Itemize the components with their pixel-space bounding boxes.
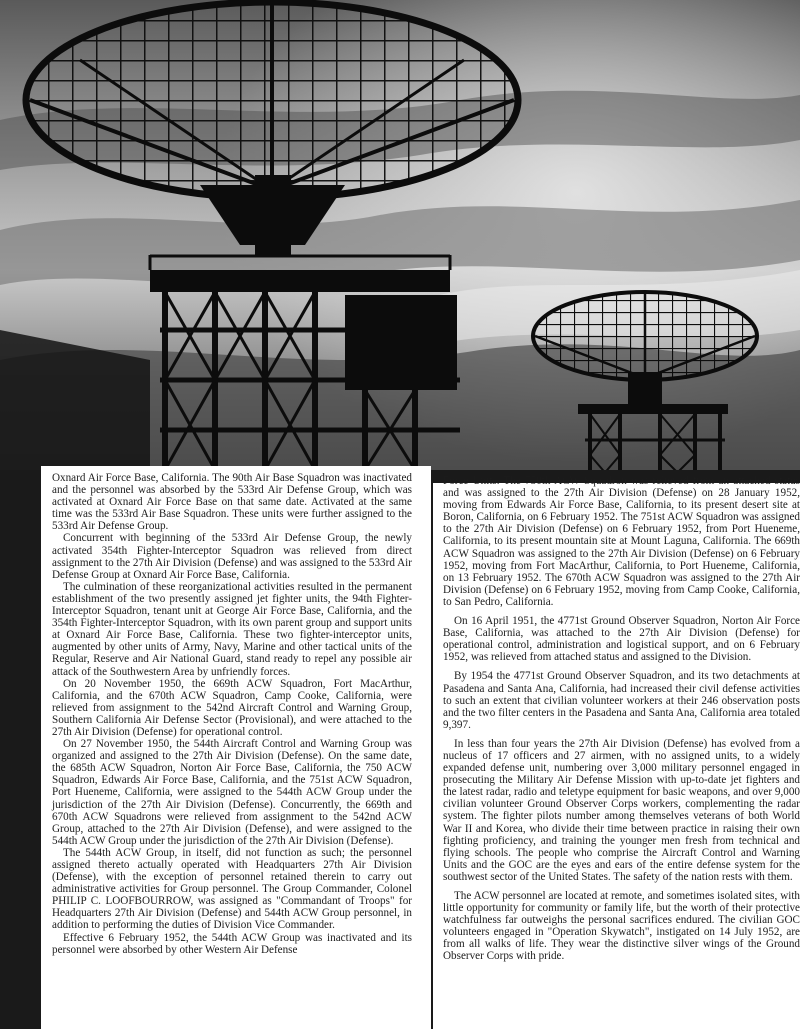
- paragraph: The culmination of these reorganizational activities resulted in the permanent establishment of the two presently assigned jet fighter units, the 94th Fighter-Interceptor Squadron, tenant unit at George Air Force Base, California, and the 354th Fighter-Interceptor Squadron, with its own parent group and support units at Oxnard Air Force Base, California. These two fighter-interceptor units, augmented by other units of Army, Navy, Marine and other tactical units of the Regular, Reserve and Air National Guard, stand ready to repel any possible air attack of the Southwestern Area by unfriendly forces.: [52, 580, 412, 678]
- left-text-column: [52, 472, 412, 956]
- paragraph: On 16 April 1951, the 4771st Ground Observer Squadron, Norton Air Force Base, California, was attached to the 27th Air Division (Defense) for operational control, administration and logistical support, and on 6 February 1952, was relieved from attached status and assigned to the Division.: [443, 615, 800, 664]
- paragraph: On 27 November 1950, the 544th Aircraft Control and Warning Group was organized and assigned to the 27th Air Division (Defense). On the same date, the 685th ACW Squadron, Norton Air Force Base, California, the 750 ACW Squadron, Edwards Air Force Base, California, and the 751st ACW Squadron, Port Hueneme, California, were assigned to the 544th ACW Group under the jurisdiction of the 27th Air Division (Defense). Concurrently, the 669th and 670th ACW Squadrons were relieved from assignment to the 542nd ACW Group, attached to the 27th Air Division (Defense), and were assigned to the 544th ACW Group under the jurisdiction of the 27th Air Division (Defense).: [52, 738, 412, 847]
- paragraph: The 544th ACW Group, in itself, did not function as such; the personnel assigned thereto actually operated with Headquarters 27th Air Division (Defense), with the exception of personnel retained therein to carry out administrative activities for Group personnel. The Group Commander, Colonel PHILIP C. LOOFBOURROW, was assigned as "Commandant of Troops" for Headquarters 27th Air Division (Defense) and 544th ACW Group personnel, in addition to performing the duties of Division Vice Commander.: [52, 846, 412, 932]
- right-text-column: [443, 475, 800, 963]
- paragraph: Force Units. The 750th ACW Squadron was relieved from an attached status and was assigned to the 27th Air Division (Defense) on 28 January 1952, moving from Edwards Air Force Base, California, to its present desert site at Boron, California, on 6 February 1952. The 751st ACW Squadron was assigned to the 27th Air Division (Defense) on 6 February 1952, from Port Hueneme, California, to its present mountain site at Mount Laguna, California. The 669th ACW Squadron was assigned to the 27th Air Division (Defense) on 6 February 1952, moving from Fort MacArthur, California, to Port Hueneme, California, on 13 February 1952. The 670th ACW Squadron was assigned to the 27th Air Division (Defense) on 6 February 1952, moving from Camp Cooke, California, to San Pedro, California.: [443, 475, 800, 608]
- paragraph: By 1954 the 4771st Ground Observer Squadron, and its two detachments at Pasadena and Santa Ana, California, had increased their civil defense activities to such an extent that civilian volunteer workers at their 246 observation posts and the two filter centers in the Pasadena and Santa Ana, California area totaled 9,397.: [443, 670, 800, 731]
- paragraph: Concurrent with beginning of the 533rd Air Defense Group, the newly activated 354th Fighter-Interceptor Squadron was relieved from direct assignment to the 27th Air Division (Defense) and was assigned to the 533rd Air Defense Group at Oxnard Air Force Base, California.: [52, 532, 412, 581]
- paragraph: Oxnard Air Force Base, California. The 90th Air Base Squadron was inactivated and the personnel was absorbed by the 533rd Air Defense Group, which was activated at Oxnard Air Force Base on that same date. Activated at the same time was the 533rd Air Base Squadron. These units were further assigned to the 533rd Air Defense Group.: [52, 472, 412, 533]
- paragraph: The ACW personnel are located at remote, and sometimes isolated sites, with little opportunity for community or family life, but the worth of their protective watchfulness far outweighs the personal sacrifices endured. The civilian GOC volunteers engaged in "Operation Skywatch", instigated on 14 July 1952, are from all walks of life. They wear the distinctive silver wings of the Ground Observer Corps with pride.: [443, 890, 800, 963]
- paragraph: Effective 6 February 1952, the 544th ACW Group was inactivated and its personnel were absorbed by other Western Air Defense: [52, 931, 412, 956]
- paragraph: In less than four years the 27th Air Division (Defense) has evolved from a nucleus of 17 officers and 27 airmen, with no assigned units, to a widely expanded defense unit, numbering over 3,000 military personnel engaged in prosecuting the Military Air Defense Mission with up-to-date jet fighters and the latest radar, radio and teletype equipment for basic weapons, and over 9,000 civilian volunteer Ground Observer Corps workers, complementing the radar system. The fighter pilots number among themselves veterans of both World War II and Korea, who divide their time between practice in raising their own fighting proficiency, and training the younger men fresh from technical and flying schools. The people who comprise the Aircraft Control and Warning Units and the GOC are the eyes and ears of the entire defense system for the southwest sector of the United States. The safety of the nation rests with them.: [443, 737, 800, 883]
- paragraph: On 20 November 1950, the 669th ACW Squadron, Fort MacArthur, California, and the 670th ACW Squadron, Camp Cooke, California, were relieved from assignment to the 542nd Aircraft Control and Warning Group, Southern California Air Defense Sector (Provisional), and were attached to the 27th Air Division (Defense) for operational control.: [52, 677, 412, 738]
